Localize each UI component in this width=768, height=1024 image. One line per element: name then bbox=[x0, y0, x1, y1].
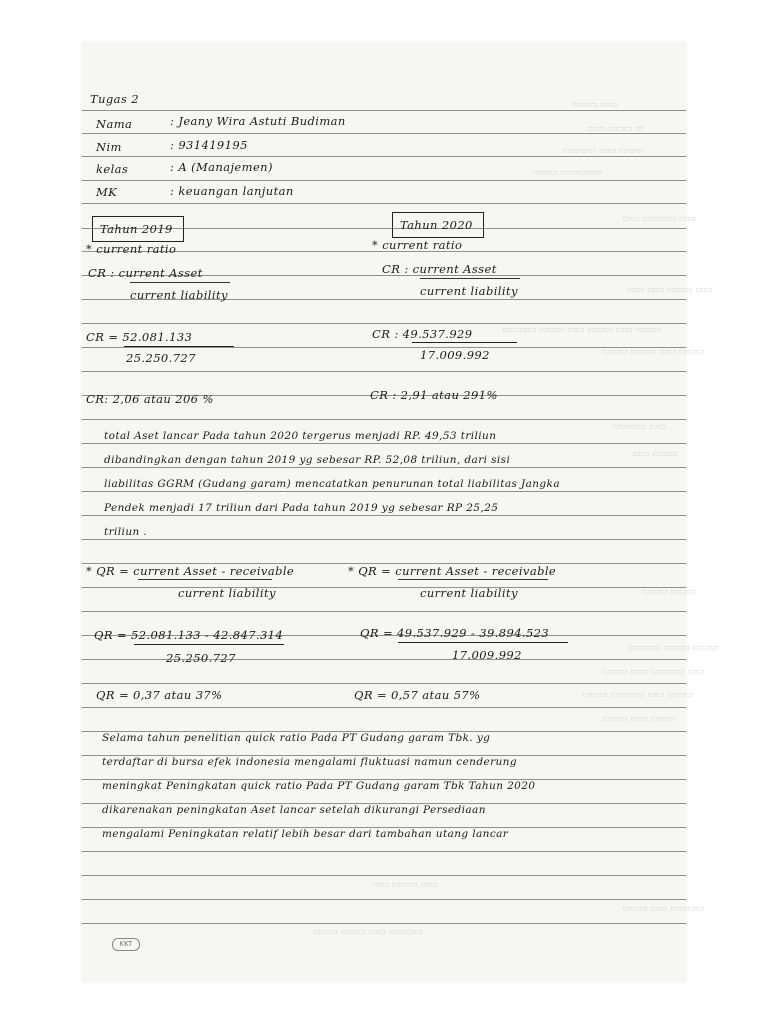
cr-numerator-2019: CR = 52.081.133 bbox=[86, 330, 193, 344]
ruled-line bbox=[82, 180, 686, 181]
qr-numerator-2020: QR = 49.537.929 - 39.894.523 bbox=[360, 626, 550, 640]
qr-title-2019: * QR = current Asset - receivable bbox=[86, 564, 295, 578]
qr-title-2020: * QR = current Asset - receivable bbox=[348, 564, 557, 578]
paper-brand-logo: KKT bbox=[112, 938, 140, 951]
ruled-line bbox=[82, 419, 686, 420]
qr-paragraph-line: meningkat Peningkatan quick ratio Pada PT Gudang garam Tbk Tahun 2020 bbox=[102, 780, 536, 792]
ruled-line bbox=[82, 875, 686, 876]
fraction-line bbox=[420, 278, 520, 279]
cr-title-2019: * current ratio bbox=[86, 242, 177, 256]
kelas-label: kelas bbox=[96, 162, 129, 176]
ruled-line bbox=[82, 683, 686, 684]
cr-paragraph-line: total Aset lancar Pada tahun 2020 tergerus menjadi RP. 49,53 triliun bbox=[104, 430, 497, 442]
qr-denom-value-2020: 17.009.992 bbox=[452, 648, 522, 662]
cr-paragraph-line: liabilitas GGRM (Gudang garam) mencatatkan penurunan total liabilitas Jangka bbox=[104, 478, 560, 490]
fraction-line bbox=[398, 642, 568, 643]
ruled-line bbox=[82, 203, 686, 204]
ruled-line bbox=[82, 899, 686, 900]
nama-value: : Jeany Wira Astuti Budiman bbox=[170, 114, 346, 128]
cr-formula-2020: CR : current Asset bbox=[382, 262, 497, 276]
ruled-line bbox=[82, 587, 686, 588]
ruled-line bbox=[82, 707, 686, 708]
cr-denom-value-2019: 25.250.727 bbox=[126, 351, 196, 365]
ruled-line bbox=[82, 323, 686, 324]
nama-label: Nama bbox=[96, 117, 133, 131]
cr-title-2020: * current ratio bbox=[372, 238, 463, 252]
qr-paragraph-line: mengalami Peningkatan relatif lebih besar dari tambahan utang lancar bbox=[102, 828, 509, 840]
cr-paragraph-line: triliun . bbox=[104, 526, 148, 538]
kelas-value: : A (Manajemen) bbox=[170, 160, 273, 174]
cr-paragraph-line: dibandingkan dengan tahun 2019 yg sebesar RP. 52,08 triliun, dari sisi bbox=[104, 454, 511, 466]
qr-paragraph-line: dikarenakan peningkatan Aset lancar setelah dikurangi Persediaan bbox=[102, 804, 486, 816]
ruled-line bbox=[82, 491, 686, 492]
ruled-line bbox=[82, 467, 686, 468]
year-2019-label: Tahun 2019 bbox=[100, 222, 173, 236]
fraction-line bbox=[398, 579, 548, 580]
cr-result-2020: CR : 2,91 atau 291% bbox=[370, 388, 498, 402]
qr-result-2019: QR = 0,37 atau 37% bbox=[96, 688, 223, 702]
qr-denom-value-2019: 25.250.727 bbox=[166, 651, 236, 665]
ruled-line bbox=[82, 851, 686, 852]
ruled-line bbox=[82, 611, 686, 612]
fraction-line bbox=[412, 342, 517, 343]
cr-paragraph-line: Pendek menjadi 17 triliun dari Pada tahun 2019 yg sebesar RP 25,25 bbox=[104, 502, 499, 514]
qr-denominator-2020: current liability bbox=[420, 586, 518, 600]
qr-denominator-2019: current liability bbox=[178, 586, 276, 600]
nim-label: Nim bbox=[96, 140, 122, 154]
qr-result-2020: QR = 0,57 atau 57% bbox=[354, 688, 481, 702]
notebook-page: ▭▭▭ ▭▭ ▭▭ ▭▭▭ ▭ ▭▭▭▭ ▭▭ ▭▭▭ ▭▭▭ ▭▭▭▭▭ ▭▭ ▭▭▭▭ ▭▭ ▭▭ ▭▭ ▭▭▭ ▭▭ ▭▭▭▭ ▭▭▭ ▭▭ ▭▭▭ ▭▭ ▭▭▭ ▭▭▭ ▭▭▭ ▭▭ ▭▭▭ ▭▭▭▭ ▭▭ ▭▭ ▭▭▭ ▭▭▭ ▭▭▭ ▭▭▭▭ ▭▭▭ ▭▭▭ ▭▭▭ ▭▭ ▭▭▭▭ ▭▭ ▭▭▭ ▭▭▭▭ ▭▭ ▭▭▭ ▭▭▭ ▭▭ ▭▭▭ ▭▭ ▭▭▭ ▭▭ ▭▭▭ ▭▭ ▭▭▭▭ ▭▭▭ ▭▭▭ ▭▭ ▭▭▭▭ Tugas 2 Nama : Jeany Wira Astuti Budiman Nim : 931419195 kelas : A (Manajemen) MK : keuangan lanjutan Tahun 2019 Tahun 2020 * current ratio * current ratio CR : current Asset current liability CR : current Asset current liability CR = 52.081.133 25.250.727 CR : 49.537.929 17.009.992 CR: 2,06 atau 206 % CR : 2,91 atau 291% total Aset lancar Pada tahun 2020 tergerus menjadi RP. 49,53 triliun dibandingkan dengan tahun 2019 yg sebesar RP. 52,08 triliun, dari sisi liabilitas GGRM (Gudang garam) mencatatkan penurunan total liabilitas Jangka Pendek menjadi 17 triliun dari Pada tahun 2019 yg sebesar RP 25,25 triliun . * QR = current Asset - receivable current liability * QR = current Asset - receivable current liability QR = 52.081.133 - 42.847.314 25.250.727 QR = 49.537.929 - 39.894.523 17.009.992 QR = 0,37 atau 37% QR = 0,57 atau 57% Selama tahun penelitian quick ratio Pada PT Gudang garam Tbk. yg terdaftar di bursa efek indonesia mengalami fluktuasi namun cenderung meningkat Peningkatan quick ratio Pada PT Gudang garam Tbk Tahun 2020 dikarenakan peningkatan Aset lancar setelah dikurangi Persediaan mengalami Peningkatan relatif lebih besar dari tambahan utang lancar KKT bbox=[82, 42, 686, 982]
cr-denominator-2020: current liability bbox=[420, 284, 518, 298]
mk-label: MK bbox=[96, 185, 118, 199]
ruled-line bbox=[82, 515, 686, 516]
qr-numerator-2019: QR = 52.081.133 - 42.847.314 bbox=[94, 628, 284, 642]
fraction-line bbox=[134, 644, 284, 645]
qr-paragraph-line: Selama tahun penelitian quick ratio Pada PT Gudang garam Tbk. yg bbox=[102, 732, 491, 744]
assignment-title: Tugas 2 bbox=[90, 92, 139, 106]
cr-numerator-2020: CR : 49.537.929 bbox=[372, 327, 473, 341]
qr-paragraph-line: terdaftar di bursa efek indonesia mengalami fluktuasi namun cenderung bbox=[102, 756, 517, 768]
cr-denominator-2019: current liability bbox=[130, 288, 228, 302]
ruled-line bbox=[82, 539, 686, 540]
ruled-line bbox=[82, 371, 686, 372]
fraction-line bbox=[130, 282, 230, 283]
cr-result-2019: CR: 2,06 atau 206 % bbox=[86, 392, 214, 406]
nim-value: : 931419195 bbox=[170, 138, 248, 152]
mk-value: : keuangan lanjutan bbox=[170, 184, 294, 198]
cr-denom-value-2020: 17.009.992 bbox=[420, 348, 490, 362]
ruled-line bbox=[82, 110, 686, 111]
fraction-line bbox=[138, 579, 272, 580]
year-2020-label: Tahun 2020 bbox=[400, 218, 473, 232]
ruled-line bbox=[82, 156, 686, 157]
ruled-line bbox=[82, 443, 686, 444]
fraction-line bbox=[124, 346, 234, 347]
ruled-line bbox=[82, 923, 686, 924]
cr-formula-2019: CR : current Asset bbox=[88, 266, 203, 280]
